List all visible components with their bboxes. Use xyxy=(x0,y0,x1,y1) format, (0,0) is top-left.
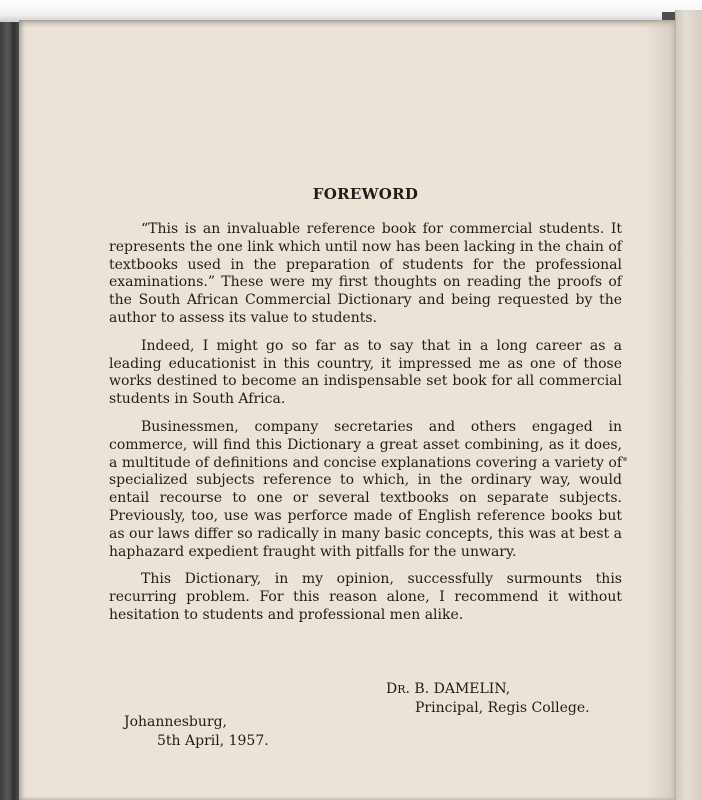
place-line: Johannesburg, xyxy=(124,714,227,730)
background-top-strip xyxy=(0,0,702,22)
paragraph-3: Businessmen, company secretaries and others engaged in commerce, will find this Dictionary a great asset combining, as it does, a multitude of definitions and concise explanations covering a variety of specialized subjects reference to which, in the ordinary way, would entail recourse to one or several textbooks on separate subjects. Previously, too, use was perforce made of English reference books but as our laws differ so radically in many basic concepts, this was at best a haphazard expedient fraught with pitfalls for the unwary. xyxy=(109,418,622,560)
paragraph-2: Indeed, I might go so far as to say that in a long career as a leading educationist in this country, it impressed me as one of those works destined to become an indispensable set book for all commercial students in South Africa. xyxy=(109,337,622,408)
page-edge-shadow xyxy=(645,20,675,800)
date-line: 5th April, 1957. xyxy=(157,733,269,749)
signatory-position: Principal, Regis College. xyxy=(415,700,590,716)
next-page-edge xyxy=(675,10,702,800)
paper-speck xyxy=(623,457,627,461)
signatory-name xyxy=(386,680,590,699)
foreword-body xyxy=(109,184,622,635)
signature-block xyxy=(386,680,590,718)
signatory-prefix-initial: D xyxy=(386,681,398,697)
page-top-shadow xyxy=(19,20,675,28)
signatory-prefix-rest: R xyxy=(397,683,406,696)
foreword-heading: FOREWORD xyxy=(312,185,419,203)
place-date-block xyxy=(124,713,269,751)
paragraph-1: “This is an invaluable reference book for commercial students. It represents the one link which until now has been lacking in the chain of textbooks used in the preparation of students for the professional examinations.” These were my first thoughts on reading the proofs of the South African Commercial Dictionary and being requested by the author to assess its value to students. xyxy=(109,221,622,326)
paragraph-4: This Dictionary, in my opinion, successfully surmounts this recurring problem. For this reason alone, I recommend it without hesitation to students and professional men alike. xyxy=(109,571,622,623)
signatory-name-text: . B. DAMELIN, xyxy=(405,681,511,697)
